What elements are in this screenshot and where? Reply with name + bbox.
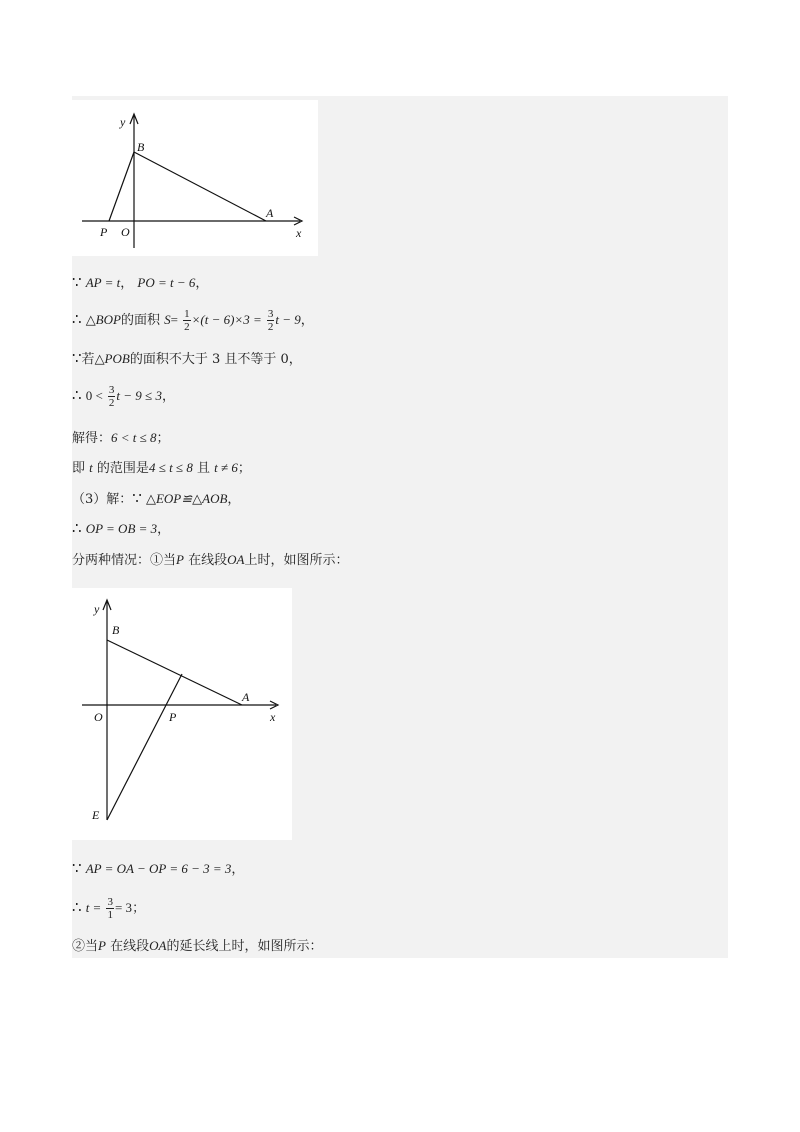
figure-1	[72, 100, 318, 256]
point-o-label: O	[94, 710, 103, 724]
line-6: 即 t 的范围是4 ≤ t ≤ 8 且 t ≠ 6；	[72, 460, 251, 476]
figure-1-diagram	[72, 100, 318, 256]
point-b-label: B	[137, 140, 145, 154]
line-3: ∵若△POB的面积不大于 3 且不等于 0，	[72, 349, 302, 367]
point-p-label: P	[169, 710, 177, 724]
line-11: ∴ t = $\frac{3}{1}$ = 3；	[72, 896, 146, 921]
line-12: ②当P 在线段OA的延长线上时，如图所示：	[72, 938, 323, 954]
y-axis-label: y	[94, 602, 100, 616]
point-a-label: A	[266, 206, 274, 220]
line-2: ∴ △BOP的面积 S= $\frac{1}{2}$ ×(t − 6)×3 = $\frac{3}{2}$ t − 9，	[72, 308, 314, 333]
line-9: 分两种情况：①当P 在线段OA上时，如图所示：	[72, 552, 349, 568]
x-axis-label: x	[296, 226, 302, 240]
figure-2-diagram	[72, 588, 292, 840]
y-axis-label: y	[120, 115, 126, 129]
point-o-label: O	[121, 225, 130, 239]
figure-2	[72, 588, 292, 840]
line-4: ∴ 0 < $\frac{3}{2}$ t − 9 ≤ 3，	[72, 384, 175, 409]
x-axis-label: x	[270, 710, 276, 724]
point-b-label: B	[112, 623, 120, 637]
line-8: ∴ OP = OB = 3，	[72, 519, 171, 537]
line-10: ∵ AP = OA − OP = 6 − 3 = 3，	[72, 859, 245, 877]
point-p-label: P	[100, 225, 108, 239]
solution-panel	[72, 96, 728, 958]
line-7: （3）解：∵ △EOP≌△AOB，	[72, 489, 241, 507]
point-e-label: E	[92, 808, 100, 822]
line-5: 解得：6 < t ≤ 8；	[72, 430, 170, 446]
line-1: ∵ AP = t， PO = t − 6，	[72, 273, 209, 291]
point-a-label: A	[242, 690, 250, 704]
